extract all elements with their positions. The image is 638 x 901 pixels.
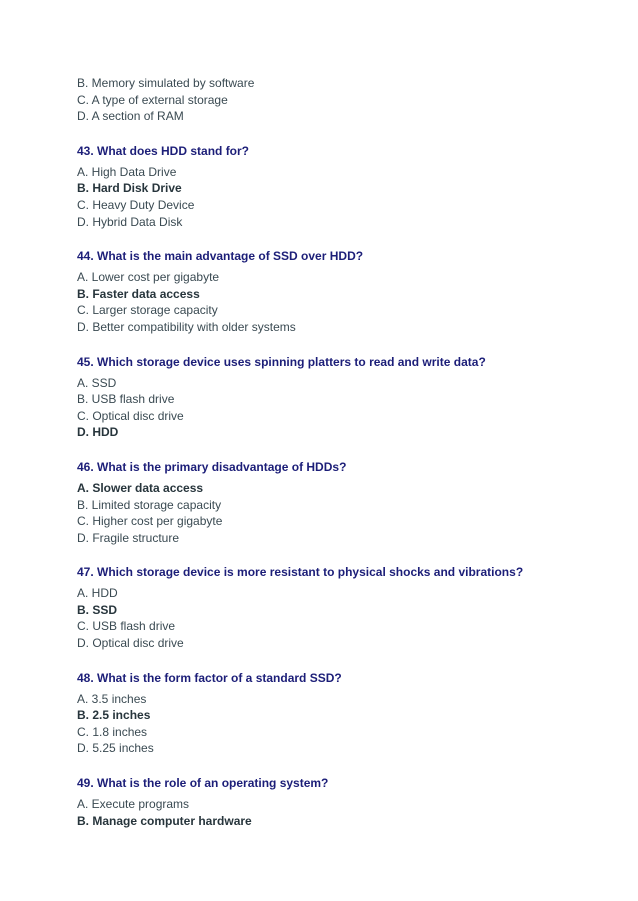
answer-option: A. Execute programs [77, 797, 190, 812]
answer-option: B. USB flash drive [77, 392, 175, 407]
correct-answer-option: B. 2.5 inches [77, 708, 151, 723]
question-list [77, 143, 577, 829]
quiz-content [77, 75, 577, 829]
correct-answer-option: B. Manage computer hardware [77, 813, 252, 828]
question-title: 43. What does HDD stand for? [77, 143, 250, 158]
answer-option: C. USB flash drive [77, 619, 176, 634]
answer-option: B. Memory simulated by software [77, 76, 255, 90]
answer-option: D. Optical disc drive [77, 636, 184, 651]
question-title: 47. Which storage device is more resistant to physical shocks and vibrations? [77, 565, 524, 580]
answer-option: A. High Data Drive [77, 164, 177, 179]
answer-option: A. 3.5 inches [77, 691, 147, 706]
question-title: 49. What is the role of an operating system? [77, 776, 329, 791]
question-block [77, 143, 577, 230]
correct-answer-option: B. Hard Disk Drive [77, 181, 182, 196]
answer-option: C. 1.8 inches [77, 724, 148, 739]
answer-option: A. Lower cost per gigabyte [77, 270, 220, 285]
question-title: 48. What is the form factor of a standard SSD? [77, 670, 342, 685]
correct-answer-option: B. SSD [77, 602, 118, 617]
answer-option: D. A section of RAM [77, 109, 184, 124]
answer-option: D. 5.25 inches [77, 741, 154, 756]
answer-option: D. Better compatibility with older systems [77, 319, 296, 334]
answer-option: A. SSD [77, 375, 117, 390]
question-block [77, 248, 577, 335]
answer-option: C. Heavy Duty Device [77, 197, 195, 212]
answer-option: D. Hybrid Data Disk [77, 214, 183, 229]
question-block [77, 670, 577, 757]
answer-option: A. HDD [77, 586, 118, 601]
correct-answer-option: A. Slower data access [77, 480, 204, 495]
answer-option: C. Larger storage capacity [77, 303, 218, 318]
question-block [77, 354, 577, 441]
question-block [77, 564, 577, 651]
correct-answer-option: D. HDD [77, 425, 119, 440]
answer-option: C. Higher cost per gigabyte [77, 514, 223, 529]
question-block [77, 775, 577, 829]
previous-question-options [77, 75, 577, 125]
answer-option: C. Optical disc drive [77, 408, 184, 423]
answer-option: D. Fragile structure [77, 530, 180, 545]
question-title: 45. Which storage device uses spinning platters to read and write data? [77, 354, 486, 369]
correct-answer-option: B. Faster data access [77, 286, 200, 301]
question-block [77, 459, 577, 546]
answer-option: C. A type of external storage [77, 92, 228, 107]
question-title: 46. What is the primary disadvantage of HDDs? [77, 459, 347, 474]
question-title: 44. What is the main advantage of SSD over HDD? [77, 249, 364, 264]
answer-option: B. Limited storage capacity [77, 497, 222, 512]
